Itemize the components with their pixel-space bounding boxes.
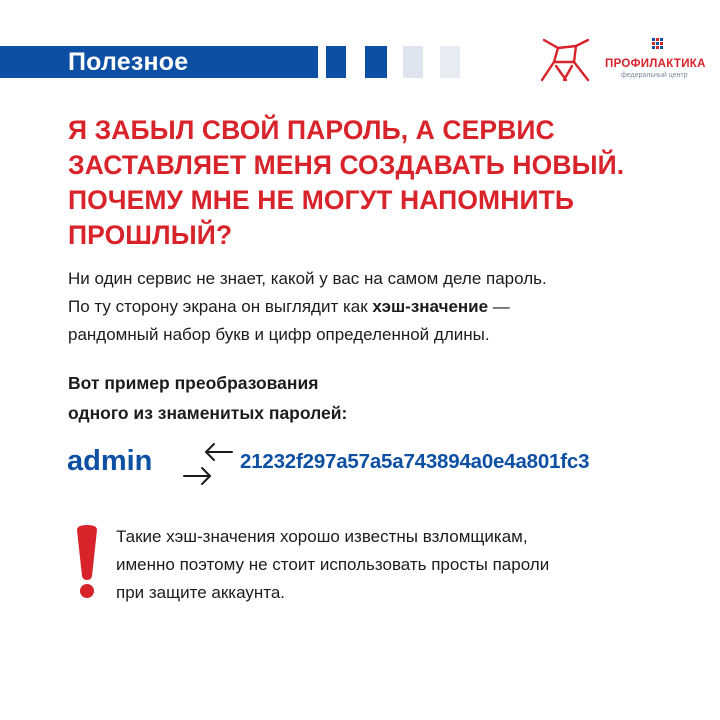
grid-squares-icon — [652, 38, 666, 52]
warning-line: при защите аккаунта. — [116, 583, 286, 602]
paragraph-text: — — [488, 297, 510, 316]
paragraph-text: По ту сторону экрана он выглядит как — [68, 297, 373, 316]
chair-icon — [536, 36, 592, 84]
paragraph-line — [68, 293, 698, 321]
headline-line: ПРОШЛЫЙ? — [68, 220, 233, 250]
example-intro — [68, 368, 347, 428]
headline-line: ЗАСТАВЛЯЕТ МЕНЯ СОЗДАВАТЬ НОВЫЙ. — [68, 150, 625, 180]
headline-line: ПОЧЕМУ МНЕ НЕ МОГУТ НАПОМНИТЬ — [68, 185, 575, 215]
explanation-paragraph — [68, 265, 698, 349]
hash-term: хэш-значение — [372, 297, 489, 316]
warning-line: именно поэтому не стоит использовать просты пароли — [116, 555, 550, 574]
page-title: Полезное — [68, 48, 189, 76]
headline-line: Я ЗАБЫЛ СВОЙ ПАРОЛЬ, А СЕРВИС — [68, 115, 555, 145]
decor-block — [326, 46, 346, 78]
warning-text — [116, 523, 549, 607]
headline — [68, 113, 688, 253]
password-example: admin — [67, 445, 153, 477]
example-intro-line: одного из знаменитых паролей: — [68, 403, 348, 423]
paragraph-line: рандомный набор букв и цифр определенной длины. — [68, 325, 490, 344]
swap-arrows-icon — [180, 440, 236, 490]
example-intro-line: Вот пример преобразования — [68, 373, 319, 393]
warning-line: Такие хэш-значения хорошо известны взломщикам, — [116, 527, 528, 546]
exclamation-icon — [74, 524, 100, 600]
decor-block — [365, 46, 387, 78]
paragraph-line: Ни один сервис не знает, какой у вас на самом деле пароль. — [68, 269, 547, 288]
hash-value: 21232f297a57a5a743894a0e4a801fc3 — [240, 450, 590, 473]
decor-block — [403, 46, 423, 78]
decor-block — [440, 46, 460, 78]
logo-subtitle: федеральный центр — [621, 72, 688, 79]
logo-name: ПРОФИЛАКТИКА — [605, 58, 706, 70]
